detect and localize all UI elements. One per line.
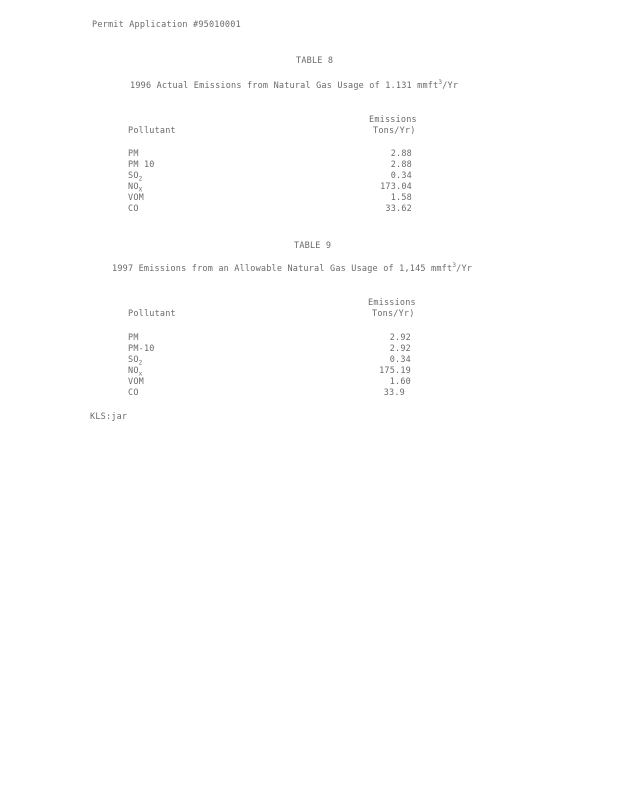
table-row: PM 2.88 [128, 149, 412, 159]
table-row: CO 33.62 [128, 204, 412, 214]
table-row: VOM 1.60 [128, 377, 411, 387]
table-9-units-header: Tons/Yr) [372, 309, 415, 319]
table-row: CO 33.9 [128, 388, 405, 398]
permit-header: Permit Application #95010001 [92, 20, 241, 30]
table-row: VOM 1.58 [128, 193, 412, 203]
table-9-emissions-header: Emissions [368, 298, 416, 308]
table-9-label: TABLE 9 [294, 241, 332, 251]
table-row: PM 2.92 [128, 333, 411, 343]
table-8-pollutant-header: Pollutant [128, 126, 176, 136]
table-9-title: 1997 Emissions from an Allowable Natural Gas Usage of 1,145 mmft$^3$/Yr [112, 262, 473, 274]
table-8-units-header: Tons/Yr) [373, 126, 416, 136]
table-row: $SO_2$ 0.34 [128, 355, 411, 367]
footer-initials: KLS:jar [90, 412, 128, 422]
table-row: $NO_X$ 173.04 [128, 182, 412, 194]
table-8-label: TABLE 8 [296, 56, 334, 66]
table-9-pollutant-header: Pollutant [128, 309, 176, 319]
table-row: PM 10 2.88 [128, 160, 412, 170]
table-8-emissions-header: Emissions [369, 115, 417, 125]
table-8-title: 1996 Actual Emissions from Natural Gas Usage of 1.131 mmft$^3$/Yr [130, 79, 459, 91]
table-row: $SO_2$ 0.34 [128, 171, 412, 183]
table-row: $NO_x$ 175.19 [128, 366, 411, 378]
table-row: PM-10 2.92 [128, 344, 411, 354]
